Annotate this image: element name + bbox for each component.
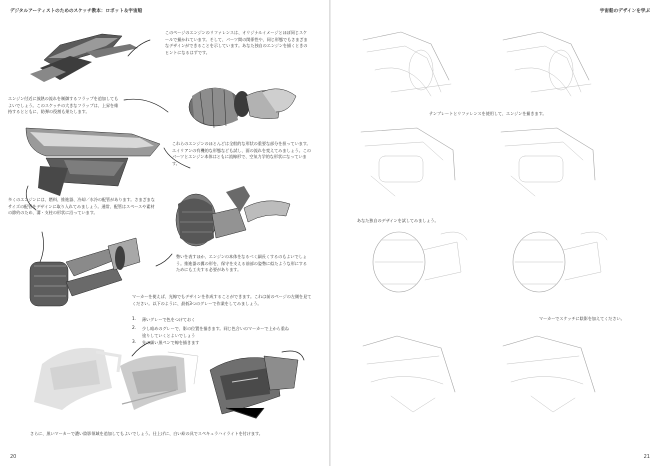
marker-stage-1 (34, 348, 120, 410)
step-1-text: 薄いグレーで色をつけておく (142, 317, 196, 322)
template-sketch-1 (363, 32, 451, 96)
engine-sketch-1 (30, 34, 138, 82)
engine-sketch-4 (176, 186, 290, 246)
step-2-number: 2. (132, 326, 137, 331)
right-page-number: 21 (643, 454, 650, 460)
marker-stage-2 (120, 352, 198, 410)
caption-momentum: 勢いを表すほか、エンジンの本体をなるべく細長くするのもよいでしょう。推進器の翼の形を、保守を支える前部の姿勢に似たような形にするためにも工夫する必要があります。 (176, 254, 307, 273)
step-3-number: 3. (132, 340, 137, 345)
marker-stage-3 (210, 351, 304, 418)
caption-try-own-design: あなた独自のデザインを試してみましょう。 (357, 218, 439, 223)
caption-use-templates: テンプレートとリファレンスを使用して、エンジンを描きます。 (429, 111, 547, 116)
left-page-illustrations (0, 0, 329, 466)
engine-sketch-5 (30, 238, 140, 306)
template-sketch-2 (503, 32, 591, 96)
step-2-text: 少し暗めのグレーで、影の位置を描きます。同じ色合いのマーカーで上から重ね塗りしていくとよいでしょう (142, 326, 289, 338)
caption-marker-technique: マーカーを使えば、光線でもデザインを作成することができます。これは前のページの左側を見てください。以下のように、最低3つのグレーで作業をしてみましょう。 (132, 294, 312, 306)
engine-sketch-3 (26, 128, 160, 196)
step-1-number: 1. (132, 317, 137, 322)
caption-flaps: エンジン付近に放熱の流れを制御するフラップを追加してもよいでしょう。このスケッチの大きなフラップは、上昇を維持するとともに、防弾の役割も果たします。 (8, 96, 119, 115)
practice-templates (331, 0, 660, 466)
step-3-text: 先の細い黒ペンで線を描きます (142, 340, 200, 345)
template-sketch-7 (363, 336, 455, 412)
right-page (331, 0, 660, 466)
left-running-header: デジタルアーティストのためのスケッチ教本：ロボット＆宇宙船 (10, 9, 143, 14)
left-page (0, 0, 329, 466)
template-sketch-5 (373, 232, 467, 292)
caption-pipes: 多くのエンジンには、燃料、推進器、冷却／水冷の配管があります。さまざまなサイズの配管をデザインに取り入れてみましょう。通常、配管はスペースや素材の節約のため、溝・支柱の形状に沿っています。 (8, 197, 155, 216)
caption-add-marker-shading: マーカーでスケッチに陰影を加えてください。 (539, 316, 625, 321)
left-page-number: 20 (10, 454, 17, 460)
template-sketch-4 (501, 128, 595, 196)
caption-reference-engines: このページのエンジンのリファレンスは、オリジナルイメージとほぼ同じスケールで描かれています。そして、パーツ間の関係性や、同じ形態でもさまざまなデザインができることを示しています。あなた独自のエンジンを描くときのヒントになるはずです。 (165, 30, 308, 55)
caption-organic-forms: これらのエンジンのほとんどは全般的な形状の重要な部分を担っています。エイリアンの有機的な形態なども試し、面の流れを変えてみましょう。このパーツとエンジン本体はともに流線形で、空気力学的な形状になっています。 (172, 141, 312, 166)
template-sketch-8 (503, 336, 595, 412)
right-running-header: 宇宙船のデザインを学ぶ (599, 9, 650, 14)
engine-sketch-2 (189, 88, 296, 128)
template-sketch-6 (513, 232, 607, 292)
caption-final-marker: さらに、黒いマーカーで濃い陰影領域を追加してもよいでしょう。仕上げに、白い絵の具でスペキュラハイライトを付けます。 (30, 431, 263, 436)
template-sketch-3 (361, 128, 455, 196)
